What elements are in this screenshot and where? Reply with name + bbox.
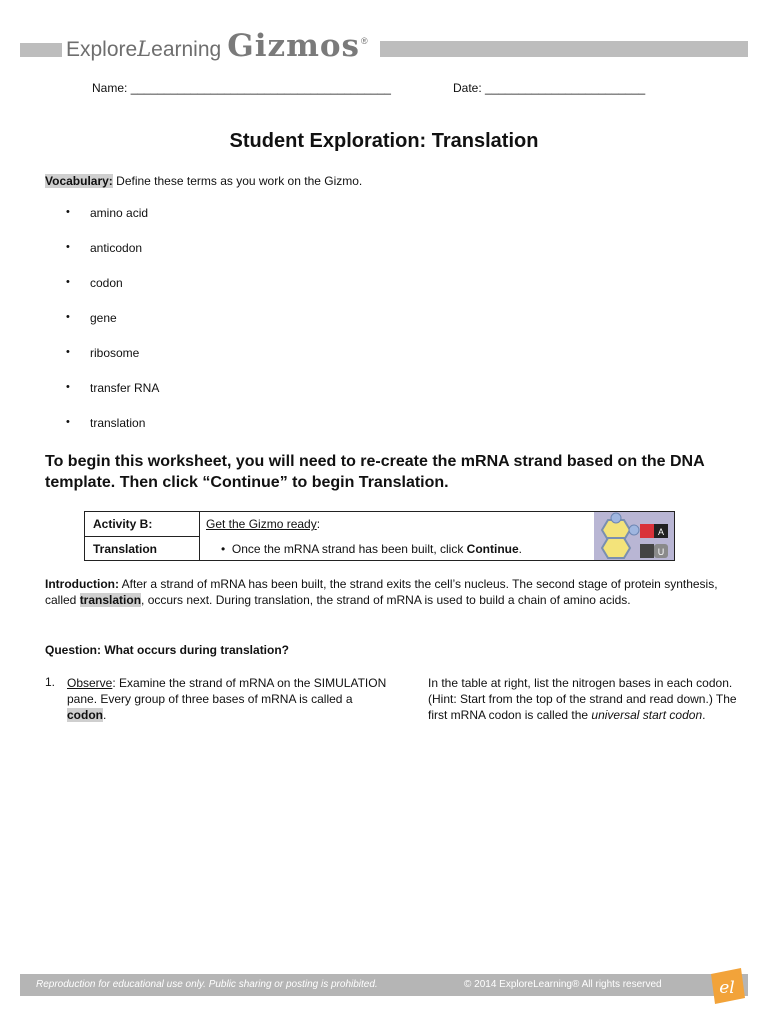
activity-label-cell: [85, 512, 200, 560]
gizmo-ready-colon: :: [316, 517, 321, 531]
explorelearning-el-logo-icon: [705, 964, 749, 1008]
translation-term: translation: [79, 593, 142, 607]
vocabulary-item: [66, 311, 159, 346]
activity-box: [84, 511, 596, 561]
bullet-icon: •: [66, 311, 70, 323]
page-title: Student Exploration: Translation: [229, 130, 539, 152]
vocabulary-term: codon: [90, 276, 123, 290]
date-field[interactable]: [453, 81, 645, 95]
name-label: Name:: [92, 81, 128, 95]
footer-copyright: © 2014 ExploreLearning® All rights reserved: [464, 979, 662, 990]
footer-disclaimer: Reproduction for educational use only. Public sharing or posting is prohibited.: [36, 979, 378, 990]
vocabulary-item: [66, 416, 159, 451]
worksheet-instructions: To begin this worksheet, you will need to re-create the mRNA strand based on the DNA template. Then click “Continue” to begin Translation.: [45, 453, 705, 491]
brand-gizmos: Gizmos: [227, 28, 361, 64]
question-1-right-text: [428, 675, 743, 723]
start-codon-term: universal start codon: [591, 708, 703, 722]
introduction-label: Introduction:: [45, 577, 119, 591]
bullet-icon: •: [66, 206, 70, 218]
thumb-letter-a: A: [657, 527, 665, 537]
gizmo-ready-heading: [206, 517, 320, 531]
brand-earning: earning: [151, 38, 222, 61]
activity-step-end: .: [518, 542, 522, 556]
question-1-number: 1.: [45, 675, 56, 689]
vocabulary-item: [66, 276, 159, 311]
codon-instructions: In the table at right, list the nitrogen bases in each codon. (Hint: Start from the top of the strand and read down.) The first mRNA codon is called the: [428, 676, 737, 722]
logo-letters: el: [719, 978, 735, 998]
brand-registered-mark: ®: [361, 36, 368, 46]
activity-step: [221, 542, 522, 556]
date-label: Date:: [453, 81, 482, 95]
vocabulary-term: ribosome: [90, 346, 140, 360]
explorelearning-gizmos-logo: [66, 28, 368, 68]
brand-explore: Explore: [66, 38, 138, 61]
vocabulary-intro: [45, 174, 362, 188]
bullet-icon: •: [66, 346, 70, 358]
introduction-text-2: , occurs next. During translation, the strand of mRNA is used to build a chain of amino acids.: [141, 593, 631, 607]
vocabulary-term: translation: [90, 416, 146, 430]
vocabulary-term: amino acid: [90, 206, 149, 220]
vocabulary-term: gene: [90, 311, 117, 325]
question-1-text: : Examine the strand of mRNA on the SIMULATION pane. Every group of three bases of mRNA is called a: [67, 676, 387, 706]
gizmo-ready-label: Get the Gizmo ready: [206, 517, 317, 531]
bullet-icon: •: [66, 276, 70, 288]
bullet-icon: •: [221, 542, 226, 556]
vocabulary-item: [66, 206, 159, 241]
header-bar-right: [380, 41, 748, 57]
vocabulary-item: [66, 346, 159, 381]
activity-step-text: Once the mRNA strand has been built, click: [231, 542, 467, 556]
name-blank[interactable]: _______________________________________: [130, 81, 391, 95]
activity-divider: [85, 536, 199, 537]
bullet-icon: •: [66, 381, 70, 393]
vocabulary-item: [66, 381, 159, 416]
page-footer: [20, 974, 748, 996]
vocabulary-label: Vocabulary:: [45, 174, 113, 188]
codon-instructions-end: .: [702, 708, 706, 722]
question-1-end: .: [103, 708, 107, 722]
introduction-paragraph: [45, 576, 725, 608]
activity-label: Activity B:: [93, 517, 153, 531]
vocabulary-term: transfer RNA: [90, 381, 160, 395]
question-heading: Question: What occurs during translation?: [45, 643, 290, 657]
header-bar-left: [20, 43, 62, 57]
gizmo-thumbnail-image: [594, 511, 675, 561]
ribosome-thumbnail-icon: [594, 512, 674, 560]
continue-term: Continue: [466, 542, 519, 556]
vocabulary-term: anticodon: [90, 241, 143, 255]
bullet-icon: •: [66, 241, 70, 253]
observe-label: Observe: [67, 676, 113, 690]
date-blank[interactable]: ________________________: [485, 81, 646, 95]
brand-l-script: L: [137, 37, 152, 61]
name-field[interactable]: [92, 81, 391, 95]
introduction-text-1: After a strand of mRNA has been built, the strand exits the cell’s nucleus. The second stage of protein synthesis, called: [45, 577, 718, 607]
vocabulary-item: [66, 241, 159, 276]
vocabulary-text: Define these terms as you work on the Gizmo.: [112, 174, 363, 188]
codon-term: codon: [67, 708, 103, 722]
thumb-letter-u: U: [657, 547, 665, 557]
activity-name: Translation: [93, 542, 158, 556]
bullet-icon: •: [66, 416, 70, 428]
question-1-left-text: [67, 675, 387, 723]
vocabulary-list: [66, 206, 159, 451]
